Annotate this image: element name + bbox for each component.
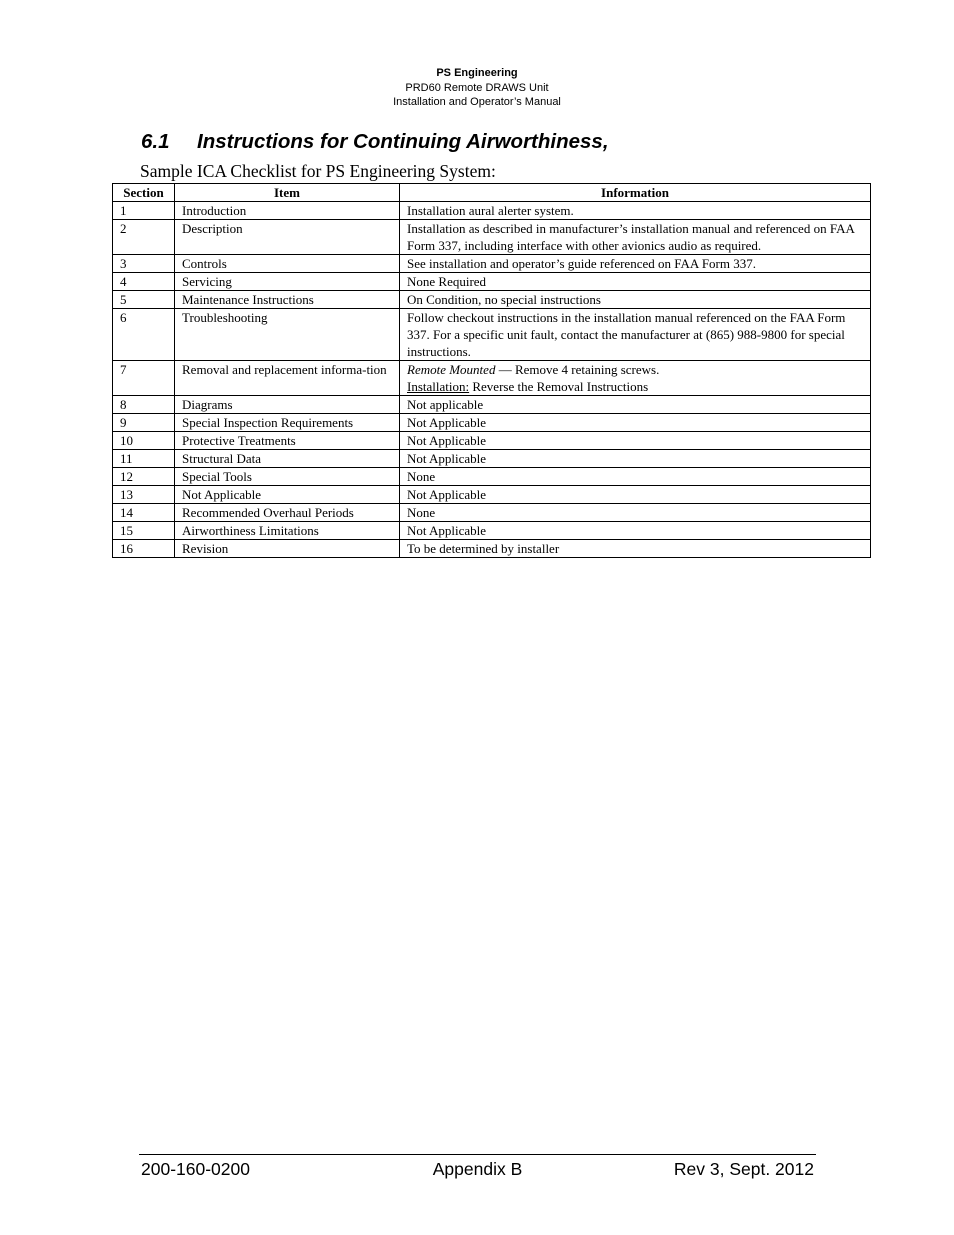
- installation-label: Installation:: [407, 379, 470, 394]
- cell-section: 9: [113, 414, 175, 432]
- table-row: [113, 522, 871, 540]
- table-row: [113, 504, 871, 522]
- table-row: [113, 414, 871, 432]
- cell-information: See installation and operator’s guide referenced on FAA Form 337.: [400, 255, 871, 273]
- table-row: [113, 309, 871, 361]
- cell-section: 11: [113, 450, 175, 468]
- table-row: [113, 273, 871, 291]
- footer-revision: Rev 3, Sept. 2012: [673, 1159, 814, 1179]
- footer-appendix: Appendix B: [432, 1159, 523, 1179]
- cell-section: 4: [113, 273, 175, 291]
- cell-item: Recommended Overhaul Periods: [175, 504, 400, 522]
- cell-item: Not Applicable: [175, 486, 400, 504]
- installation-text: Reverse the Removal Instructions: [469, 379, 649, 394]
- page-footer: [139, 1154, 816, 1181]
- cell-section: 7: [113, 361, 175, 396]
- cell-section: 12: [113, 468, 175, 486]
- table-row: [113, 486, 871, 504]
- cell-section: 15: [113, 522, 175, 540]
- column-header-item: Item: [175, 184, 400, 202]
- cell-information: Follow checkout instructions in the installation manual referenced on the FAA Form 337. For a specific unit fault, contact the manufacturer at (865) 988-9800 for special instructions.: [400, 309, 871, 361]
- header-product: PRD60 Remote DRAWS Unit: [405, 81, 549, 94]
- cell-item: Introduction: [175, 202, 400, 220]
- section-number: 6.1: [141, 130, 170, 153]
- cell-information: None: [400, 504, 871, 522]
- cell-item: Description: [175, 220, 400, 255]
- cell-item: Maintenance Instructions: [175, 291, 400, 309]
- cell-information: None: [400, 468, 871, 486]
- cell-section: 3: [113, 255, 175, 273]
- cell-item: Servicing: [175, 273, 400, 291]
- cell-section: 14: [113, 504, 175, 522]
- header-manual: Installation and Operator’s Manual: [393, 96, 561, 108]
- cell-information: Not Applicable: [400, 522, 871, 540]
- table-row: [113, 202, 871, 220]
- footer-doc-number: 200-160-0200: [141, 1159, 250, 1179]
- cell-item: Special Inspection Requirements: [175, 414, 400, 432]
- remote-mounted-label: Remote Mounted: [407, 362, 496, 377]
- table-header-row: [113, 184, 871, 202]
- cell-item: Removal and replacement informa-tion: [175, 361, 400, 396]
- table-row: [113, 540, 871, 558]
- table-row: [113, 396, 871, 414]
- ica-checklist-table: [112, 183, 871, 558]
- cell-item: Controls: [175, 255, 400, 273]
- installation-line: [407, 378, 863, 395]
- cell-information: Not Applicable: [400, 450, 871, 468]
- column-header-section: Section: [113, 184, 175, 202]
- table-row: [113, 468, 871, 486]
- cell-information: Not applicable: [400, 396, 871, 414]
- table-row: [113, 432, 871, 450]
- cell-section: 13: [113, 486, 175, 504]
- cell-item: Protective Treatments: [175, 432, 400, 450]
- table-row: [113, 220, 871, 255]
- cell-section: 6: [113, 309, 175, 361]
- cell-information: Installation as described in manufacturer’s installation manual and referenced on FAA Form 337, including interface with other avionics audio as required.: [400, 220, 871, 255]
- removal-line: [407, 361, 863, 378]
- table-caption: Sample ICA Checklist for PS Engineering System:: [140, 161, 496, 181]
- header-company: PS Engineering: [436, 67, 518, 79]
- cell-item: Revision: [175, 540, 400, 558]
- cell-item: Troubleshooting: [175, 309, 400, 361]
- cell-item: Airworthiness Limitations: [175, 522, 400, 540]
- cell-section: 16: [113, 540, 175, 558]
- table-row: [113, 291, 871, 309]
- page-header: [0, 66, 954, 110]
- table-row: [113, 450, 871, 468]
- cell-information: Not Applicable: [400, 414, 871, 432]
- cell-section: 2: [113, 220, 175, 255]
- section-heading: [141, 130, 609, 154]
- table-row: [113, 255, 871, 273]
- column-header-information: Information: [400, 184, 871, 202]
- cell-item: Structural Data: [175, 450, 400, 468]
- cell-item: Diagrams: [175, 396, 400, 414]
- cell-information: To be determined by installer: [400, 540, 871, 558]
- remote-mounted-text: — Remove 4 retaining screws.: [495, 362, 660, 377]
- cell-section: 10: [113, 432, 175, 450]
- cell-information: None Required: [400, 273, 871, 291]
- cell-information: Not Applicable: [400, 432, 871, 450]
- cell-information: Installation aural alerter system.: [400, 202, 871, 220]
- cell-information: On Condition, no special instructions: [400, 291, 871, 309]
- table-row: [113, 361, 871, 396]
- cell-section: 1: [113, 202, 175, 220]
- section-title: Instructions for Continuing Airworthiness,: [197, 130, 609, 153]
- cell-section: 8: [113, 396, 175, 414]
- cell-information: Not Applicable: [400, 486, 871, 504]
- cell-information: [400, 361, 871, 396]
- cell-section: 5: [113, 291, 175, 309]
- cell-item: Special Tools: [175, 468, 400, 486]
